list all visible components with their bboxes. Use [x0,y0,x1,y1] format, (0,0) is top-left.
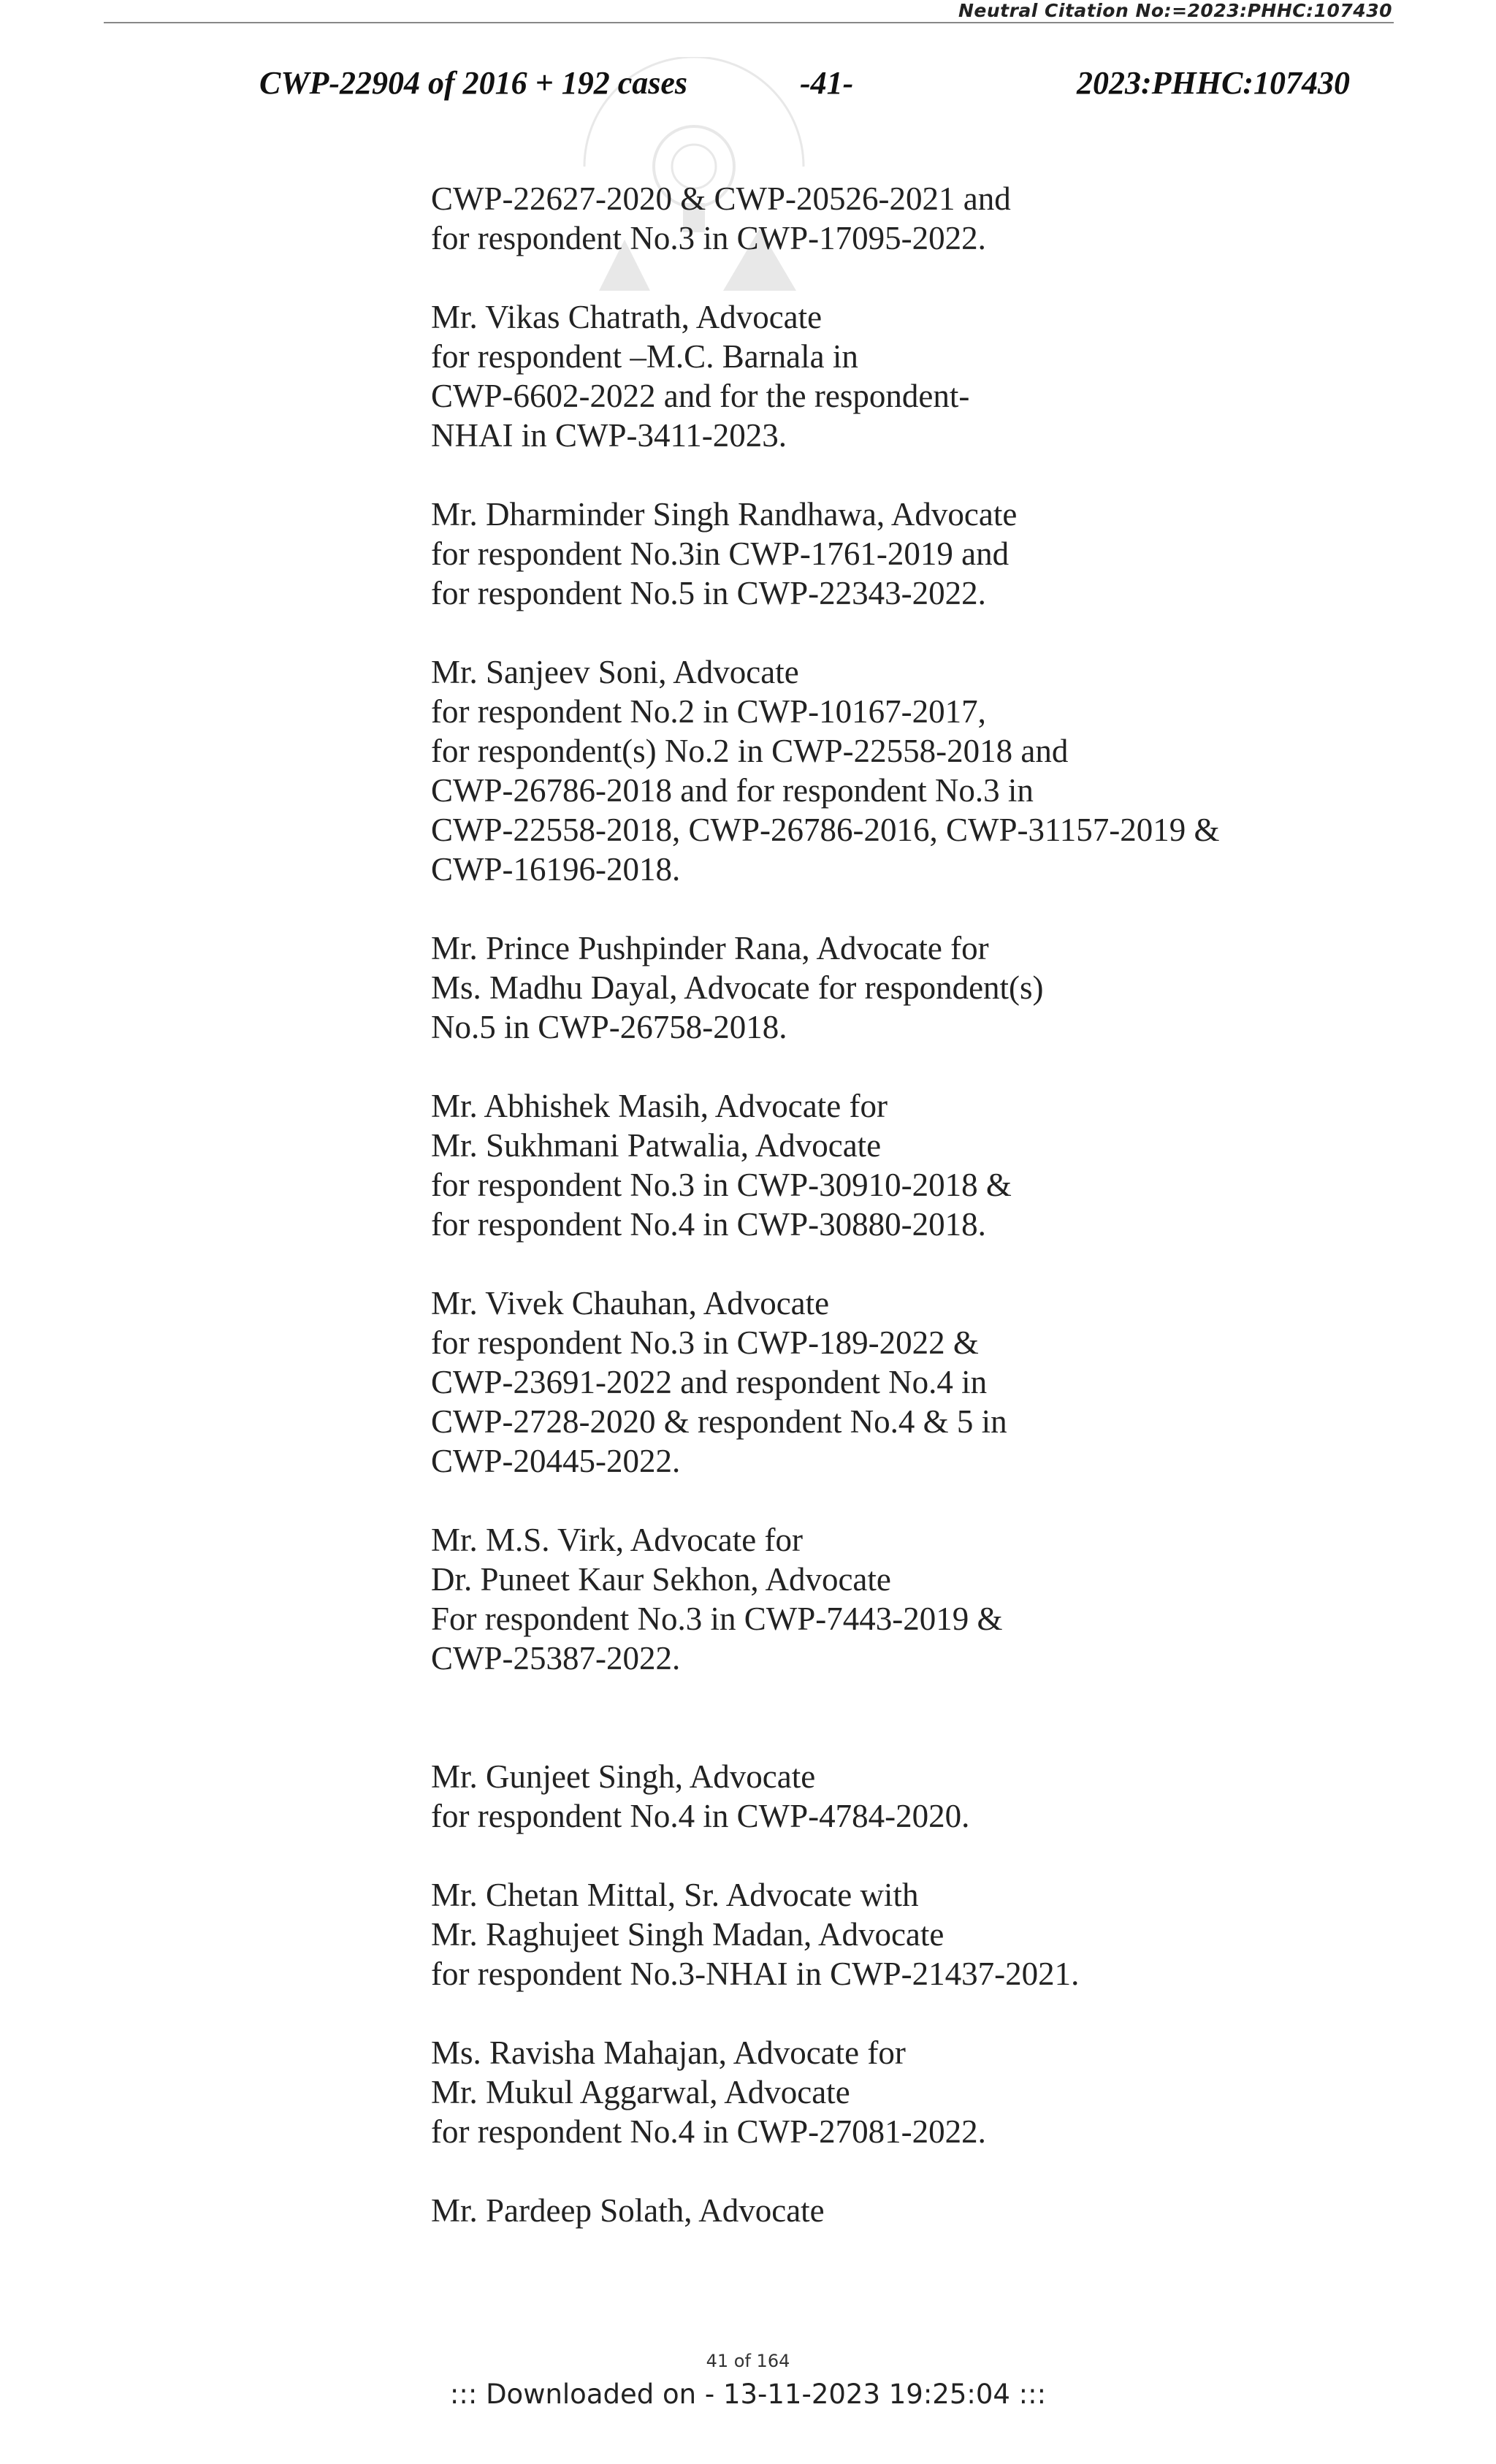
text-line: for respondent(s) No.2 in CWP-22558-2018 and [431,733,1069,769]
text-line: Mr. Raghujeet Singh Madan, Advocate [431,1916,944,1953]
neutral-citation: Neutral Citation No:=2023:PHHC:107430 [958,0,1392,21]
text-line: for respondent No.3 in CWP-17095-2022. [431,220,986,256]
counsel-paragraph [431,652,1381,889]
text-line: Ms. Madhu Dayal, Advocate for respondent(s) [431,969,1044,1006]
text-line: Mr. Mukul Aggarwal, Advocate [431,2074,850,2110]
counsel-paragraph [431,1520,1381,1678]
text-line: Mr. Abhishek Masih, Advocate for [431,1088,888,1124]
counsel-paragraph [431,179,1381,258]
top-rule [104,22,1394,23]
text-line: Mr. Vivek Chauhan, Advocate [431,1285,830,1321]
text-line: Mr. Dharminder Singh Randhawa, Advocate [431,496,1018,533]
text-line: Mr. Sanjeev Soni, Advocate [431,654,799,690]
text-line: Mr. Gunjeet Singh, Advocate [431,1758,816,1795]
text-line: CWP-20445-2022. [431,1443,681,1479]
text-line: CWP-2728-2020 & respondent No.4 & 5 in [431,1403,1007,1440]
text-line: For respondent No.3 in CWP-7443-2019 & [431,1601,1003,1637]
text-line: Mr. Chetan Mittal, Sr. Advocate with [431,1877,919,1913]
text-line: for respondent –M.C. Barnala in [431,338,858,375]
counsel-paragraph [431,1875,1381,1994]
text-line: CWP-16196-2018. [431,851,681,888]
page-number-header: -41- [800,65,854,101]
counsel-paragraph [431,928,1381,1047]
header-citation: 2023:PHHC:107430 [1077,65,1350,101]
page-count: 41 of 164 [706,2351,790,2371]
counsel-paragraph [431,1757,1381,1836]
text-line: Mr. M.S. Virk, Advocate for [431,1522,803,1558]
text-line: for respondent No.3 in CWP-30910-2018 & [431,1167,1012,1203]
text-line: CWP-22558-2018, CWP-26786-2016, CWP-31157-2019 & [431,812,1220,848]
counsel-paragraph [431,2191,1381,2230]
counsel-paragraph [431,1086,1381,1244]
text-line: for respondent No.5 in CWP-22343-2022. [431,575,986,611]
counsel-paragraph [431,297,1381,455]
text-line: NHAI in CWP-3411-2023. [431,417,787,454]
counsel-paragraph [431,495,1381,613]
text-line: for respondent No.3in CWP-1761-2019 and [431,535,1010,572]
counsel-paragraph [431,2033,1381,2151]
text-line: CWP-22627-2020 & CWP-20526-2021 and [431,180,1011,217]
case-reference: CWP-22904 of 2016 + 192 cases [259,65,688,101]
text-line: Mr. Prince Pushpinder Rana, Advocate for [431,930,989,966]
counsel-list [431,179,1381,2270]
text-line: Ms. Ravisha Mahajan, Advocate for [431,2034,906,2071]
text-line: for respondent No.4 in CWP-30880-2018. [431,1206,986,1243]
text-line: for respondent No.4 in CWP-27081-2022. [431,2113,986,2150]
text-line: CWP-26786-2018 and for respondent No.3 in [431,772,1034,809]
text-line: for respondent No.3-NHAI in CWP-21437-2021. [431,1956,1080,1992]
page-header [259,64,1350,111]
text-line: for respondent No.3 in CWP-189-2022 & [431,1324,979,1361]
text-line: for respondent No.2 in CWP-10167-2017, [431,693,986,730]
text-line: Mr. Vikas Chatrath, Advocate [431,299,823,335]
text-line: Mr. Pardeep Solath, Advocate [431,2192,825,2229]
counsel-paragraph [431,1284,1381,1481]
text-line: CWP-25387-2022. [431,1640,681,1677]
text-line: No.5 in CWP-26758-2018. [431,1009,787,1045]
text-line: Dr. Puneet Kaur Sekhon, Advocate [431,1561,891,1598]
text-line: Mr. Sukhmani Patwalia, Advocate [431,1127,882,1164]
text-line: for respondent No.4 in CWP-4784-2020. [431,1798,970,1834]
text-line: CWP-6602-2022 and for the respondent- [431,378,970,414]
download-stamp: ::: Downloaded on - 13-11-2023 19:25:04 ::: [449,2379,1047,2410]
text-line: CWP-23691-2022 and respondent No.4 in [431,1364,988,1400]
